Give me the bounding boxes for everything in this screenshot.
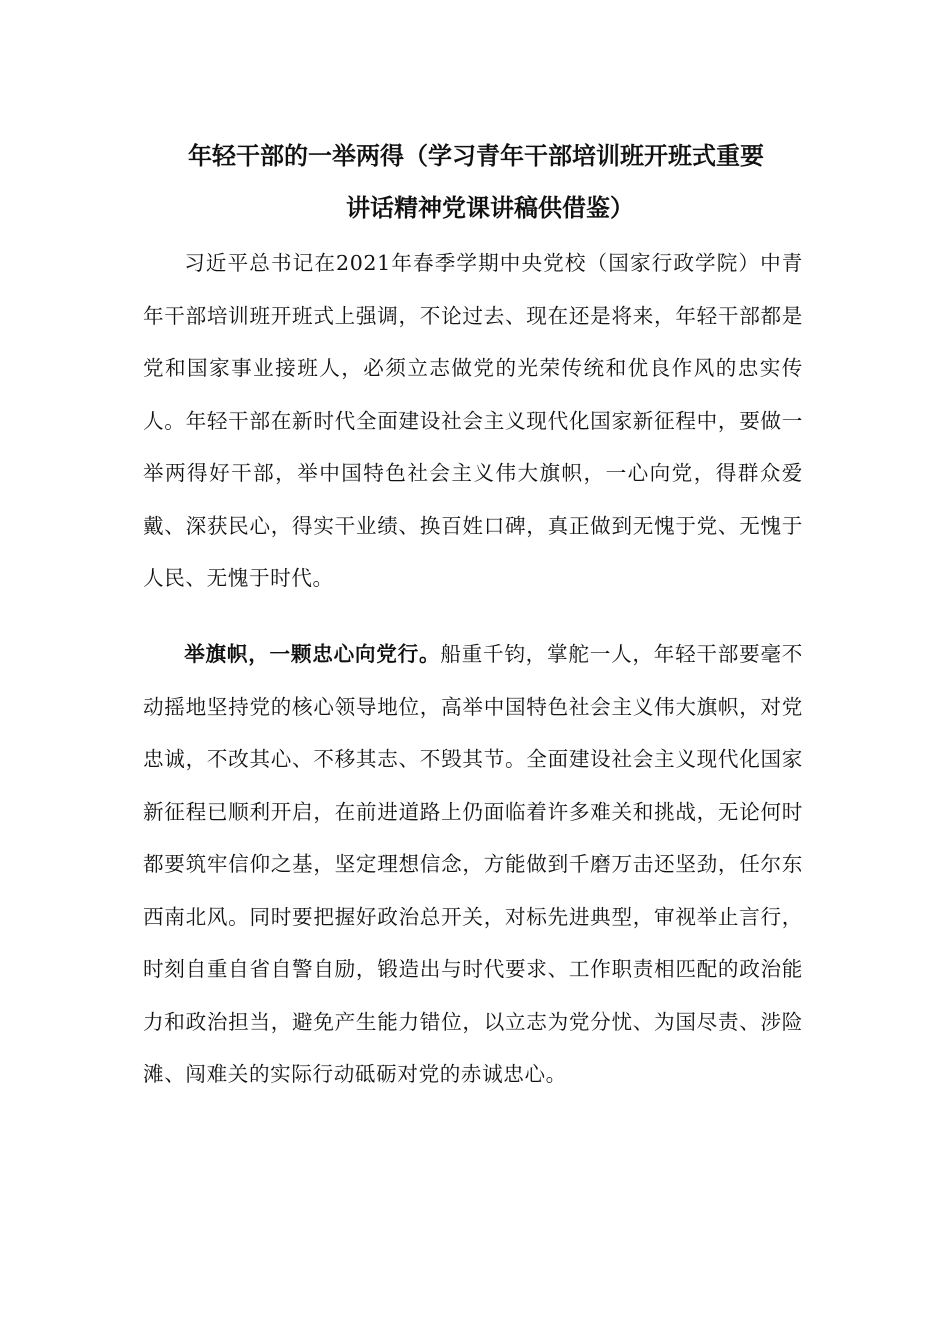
section-paragraph xyxy=(143,628,803,1101)
section-body-text: 船重千钧，掌舵一人，年轻干部要毫不动摇地坚持党的核心领导地位，高举中国特色社会主义伟大旗帜，对党忠诚，不改其心、不移其志、不毁其节。全面建设社会主义现代化国家新征程已顺利开启，在前进道路上仍面临着许多难关和挑战，无论何时都要筑牢信仰之基，坚定理想信念，方能做到千磨万击还坚劲，任尔东西南北风。同时要把握好政治总开关，对标先进典型，审视举止言行，时刻自重自省自警自励，锻造出与时代要求、工作职责相匹配的政治能力和政治担当，避免产生能力错位，以立志为党分忧、为国尽责、涉险滩、闯难关的实际行动砥砺对党的赤诚忠心。 xyxy=(143,642,803,1086)
intro-paragraph: 习近平总书记在2021年春季学期中央党校（国家行政学院）中青年干部培训班开班式上强调，不论过去、现在还是将来，年轻干部都是党和国家事业接班人，必须立志做党的光荣传统和优良作风的忠实传人。年轻干部在新时代全面建设社会主义现代化国家新征程中，要做一举两得好干部，举中国特色社会主义伟大旗帜，一心向党，得群众爱戴、深获民心，得实干业绩、换百姓口碑，真正做到无愧于党、无愧于人民、无愧于时代。 xyxy=(143,251,803,590)
section-lead-heading: 举旗帜，一颗忠心向党行。 xyxy=(184,642,441,666)
document-title xyxy=(140,130,840,234)
title-line-1: 年轻干部的一举两得（学习青年干部培训班开班式重要 xyxy=(188,142,764,170)
title-line-2: 讲话精神党课讲稿供借鉴） xyxy=(346,194,634,222)
